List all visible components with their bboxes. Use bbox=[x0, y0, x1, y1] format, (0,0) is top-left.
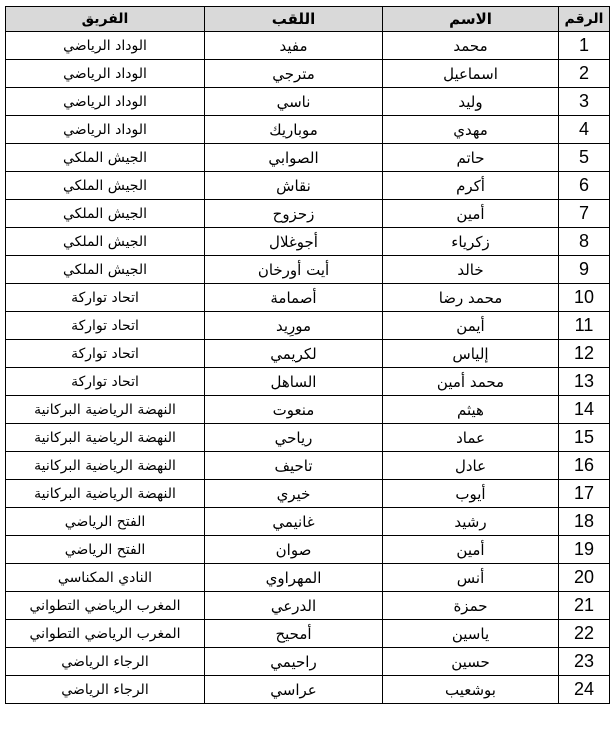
nickname-cell: مترجي bbox=[205, 60, 383, 88]
team-cell: الجيش الملكي bbox=[6, 228, 205, 256]
name-cell: اسماعيل bbox=[383, 60, 559, 88]
nickname-cell: نقاش bbox=[205, 172, 383, 200]
table-row bbox=[6, 452, 610, 480]
table-row bbox=[6, 200, 610, 228]
nickname-cell: عراسي bbox=[205, 676, 383, 704]
name-cell: هيثم bbox=[383, 396, 559, 424]
name-cell: زكرياء bbox=[383, 228, 559, 256]
number-cell: 18 bbox=[559, 508, 610, 536]
table-header bbox=[6, 7, 610, 32]
number-cell: 2 bbox=[559, 60, 610, 88]
header-row bbox=[6, 7, 610, 32]
number-cell: 1 bbox=[559, 32, 610, 60]
team-cell: اتحاد تواركة bbox=[6, 312, 205, 340]
nickname-cell: زحزوح bbox=[205, 200, 383, 228]
nickname-cell: غانيمي bbox=[205, 508, 383, 536]
number-cell: 19 bbox=[559, 536, 610, 564]
number-cell: 4 bbox=[559, 116, 610, 144]
table-row bbox=[6, 312, 610, 340]
table-row bbox=[6, 508, 610, 536]
name-cell: أمين bbox=[383, 200, 559, 228]
team-cell: الوداد الرياضي bbox=[6, 60, 205, 88]
nickname-cell: مفيد bbox=[205, 32, 383, 60]
nickname-cell: راحيمي bbox=[205, 648, 383, 676]
team-cell: النهضة الرياضية البركانية bbox=[6, 480, 205, 508]
header-nickname: اللقب bbox=[205, 7, 383, 32]
number-cell: 11 bbox=[559, 312, 610, 340]
team-cell: المغرب الرياضي التطواني bbox=[6, 592, 205, 620]
nickname-cell: رياحي bbox=[205, 424, 383, 452]
name-cell: رشيد bbox=[383, 508, 559, 536]
name-cell: عماد bbox=[383, 424, 559, 452]
number-cell: 16 bbox=[559, 452, 610, 480]
table-row bbox=[6, 620, 610, 648]
table-row bbox=[6, 172, 610, 200]
table-row bbox=[6, 648, 610, 676]
table-row bbox=[6, 284, 610, 312]
table-row bbox=[6, 32, 610, 60]
name-cell: أمين bbox=[383, 536, 559, 564]
team-cell: الرجاء الرياضي bbox=[6, 648, 205, 676]
table-row bbox=[6, 256, 610, 284]
team-cell: الوداد الرياضي bbox=[6, 116, 205, 144]
team-cell: اتحاد تواركة bbox=[6, 340, 205, 368]
nickname-cell: مورِيد bbox=[205, 312, 383, 340]
number-cell: 21 bbox=[559, 592, 610, 620]
table-row bbox=[6, 340, 610, 368]
nickname-cell: الساهل bbox=[205, 368, 383, 396]
table-row bbox=[6, 88, 610, 116]
name-cell: أكرم bbox=[383, 172, 559, 200]
nickname-cell: أصمامة bbox=[205, 284, 383, 312]
header-team: الفريق bbox=[6, 7, 205, 32]
number-cell: 12 bbox=[559, 340, 610, 368]
number-cell: 10 bbox=[559, 284, 610, 312]
nickname-cell: الدرعي bbox=[205, 592, 383, 620]
team-cell: الجيش الملكي bbox=[6, 200, 205, 228]
table-row bbox=[6, 592, 610, 620]
team-cell: النهضة الرياضية البركانية bbox=[6, 452, 205, 480]
nickname-cell: الصوابي bbox=[205, 144, 383, 172]
team-cell: الفتح الرياضي bbox=[6, 508, 205, 536]
number-cell: 6 bbox=[559, 172, 610, 200]
nickname-cell: صوان bbox=[205, 536, 383, 564]
table-row bbox=[6, 564, 610, 592]
name-cell: خالد bbox=[383, 256, 559, 284]
number-cell: 8 bbox=[559, 228, 610, 256]
number-cell: 15 bbox=[559, 424, 610, 452]
players-table bbox=[5, 6, 610, 704]
number-cell: 17 bbox=[559, 480, 610, 508]
number-cell: 14 bbox=[559, 396, 610, 424]
team-cell: النهضة الرياضية البركانية bbox=[6, 396, 205, 424]
team-cell: اتحاد تواركة bbox=[6, 284, 205, 312]
number-cell: 23 bbox=[559, 648, 610, 676]
team-cell: الجيش الملكي bbox=[6, 144, 205, 172]
team-cell: الوداد الرياضي bbox=[6, 32, 205, 60]
table-row bbox=[6, 228, 610, 256]
number-cell: 9 bbox=[559, 256, 610, 284]
name-cell: حاتم bbox=[383, 144, 559, 172]
nickname-cell: أجوغلال bbox=[205, 228, 383, 256]
name-cell: أيمن bbox=[383, 312, 559, 340]
team-cell: الجيش الملكي bbox=[6, 256, 205, 284]
table-row bbox=[6, 424, 610, 452]
team-cell: النهضة الرياضية البركانية bbox=[6, 424, 205, 452]
name-cell: حمزة bbox=[383, 592, 559, 620]
team-cell: النادي المكناسي bbox=[6, 564, 205, 592]
name-cell: وليد bbox=[383, 88, 559, 116]
number-cell: 22 bbox=[559, 620, 610, 648]
table-row bbox=[6, 368, 610, 396]
name-cell: محمد أمين bbox=[383, 368, 559, 396]
number-cell: 5 bbox=[559, 144, 610, 172]
table-row bbox=[6, 144, 610, 172]
table-row bbox=[6, 116, 610, 144]
nickname-cell: أمحيح bbox=[205, 620, 383, 648]
table-row bbox=[6, 60, 610, 88]
number-cell: 3 bbox=[559, 88, 610, 116]
table-row bbox=[6, 536, 610, 564]
number-cell: 24 bbox=[559, 676, 610, 704]
team-cell: الجيش الملكي bbox=[6, 172, 205, 200]
players-sheet bbox=[5, 6, 605, 704]
team-cell: الرجاء الرياضي bbox=[6, 676, 205, 704]
nickname-cell: تاحيف bbox=[205, 452, 383, 480]
header-number: الرقم bbox=[559, 7, 610, 32]
number-cell: 7 bbox=[559, 200, 610, 228]
name-cell: محمد رضا bbox=[383, 284, 559, 312]
nickname-cell: ناسي bbox=[205, 88, 383, 116]
nickname-cell: منعوت bbox=[205, 396, 383, 424]
nickname-cell: خيري bbox=[205, 480, 383, 508]
team-cell: الوداد الرياضي bbox=[6, 88, 205, 116]
number-cell: 13 bbox=[559, 368, 610, 396]
name-cell: بوشعيب bbox=[383, 676, 559, 704]
name-cell: حسين bbox=[383, 648, 559, 676]
number-cell: 20 bbox=[559, 564, 610, 592]
nickname-cell: المهراوي bbox=[205, 564, 383, 592]
name-cell: ياسين bbox=[383, 620, 559, 648]
team-cell: الفتح الرياضي bbox=[6, 536, 205, 564]
nickname-cell: أيت أورخان bbox=[205, 256, 383, 284]
name-cell: مهدي bbox=[383, 116, 559, 144]
name-cell: محمد bbox=[383, 32, 559, 60]
table-body bbox=[6, 32, 610, 704]
table-row bbox=[6, 676, 610, 704]
nickname-cell: موباريك bbox=[205, 116, 383, 144]
name-cell: أيوب bbox=[383, 480, 559, 508]
header-name: الاسم bbox=[383, 7, 559, 32]
table-row bbox=[6, 396, 610, 424]
team-cell: المغرب الرياضي التطواني bbox=[6, 620, 205, 648]
name-cell: إلياس bbox=[383, 340, 559, 368]
team-cell: اتحاد تواركة bbox=[6, 368, 205, 396]
name-cell: أنس bbox=[383, 564, 559, 592]
table-row bbox=[6, 480, 610, 508]
nickname-cell: لكريمي bbox=[205, 340, 383, 368]
name-cell: عادل bbox=[383, 452, 559, 480]
